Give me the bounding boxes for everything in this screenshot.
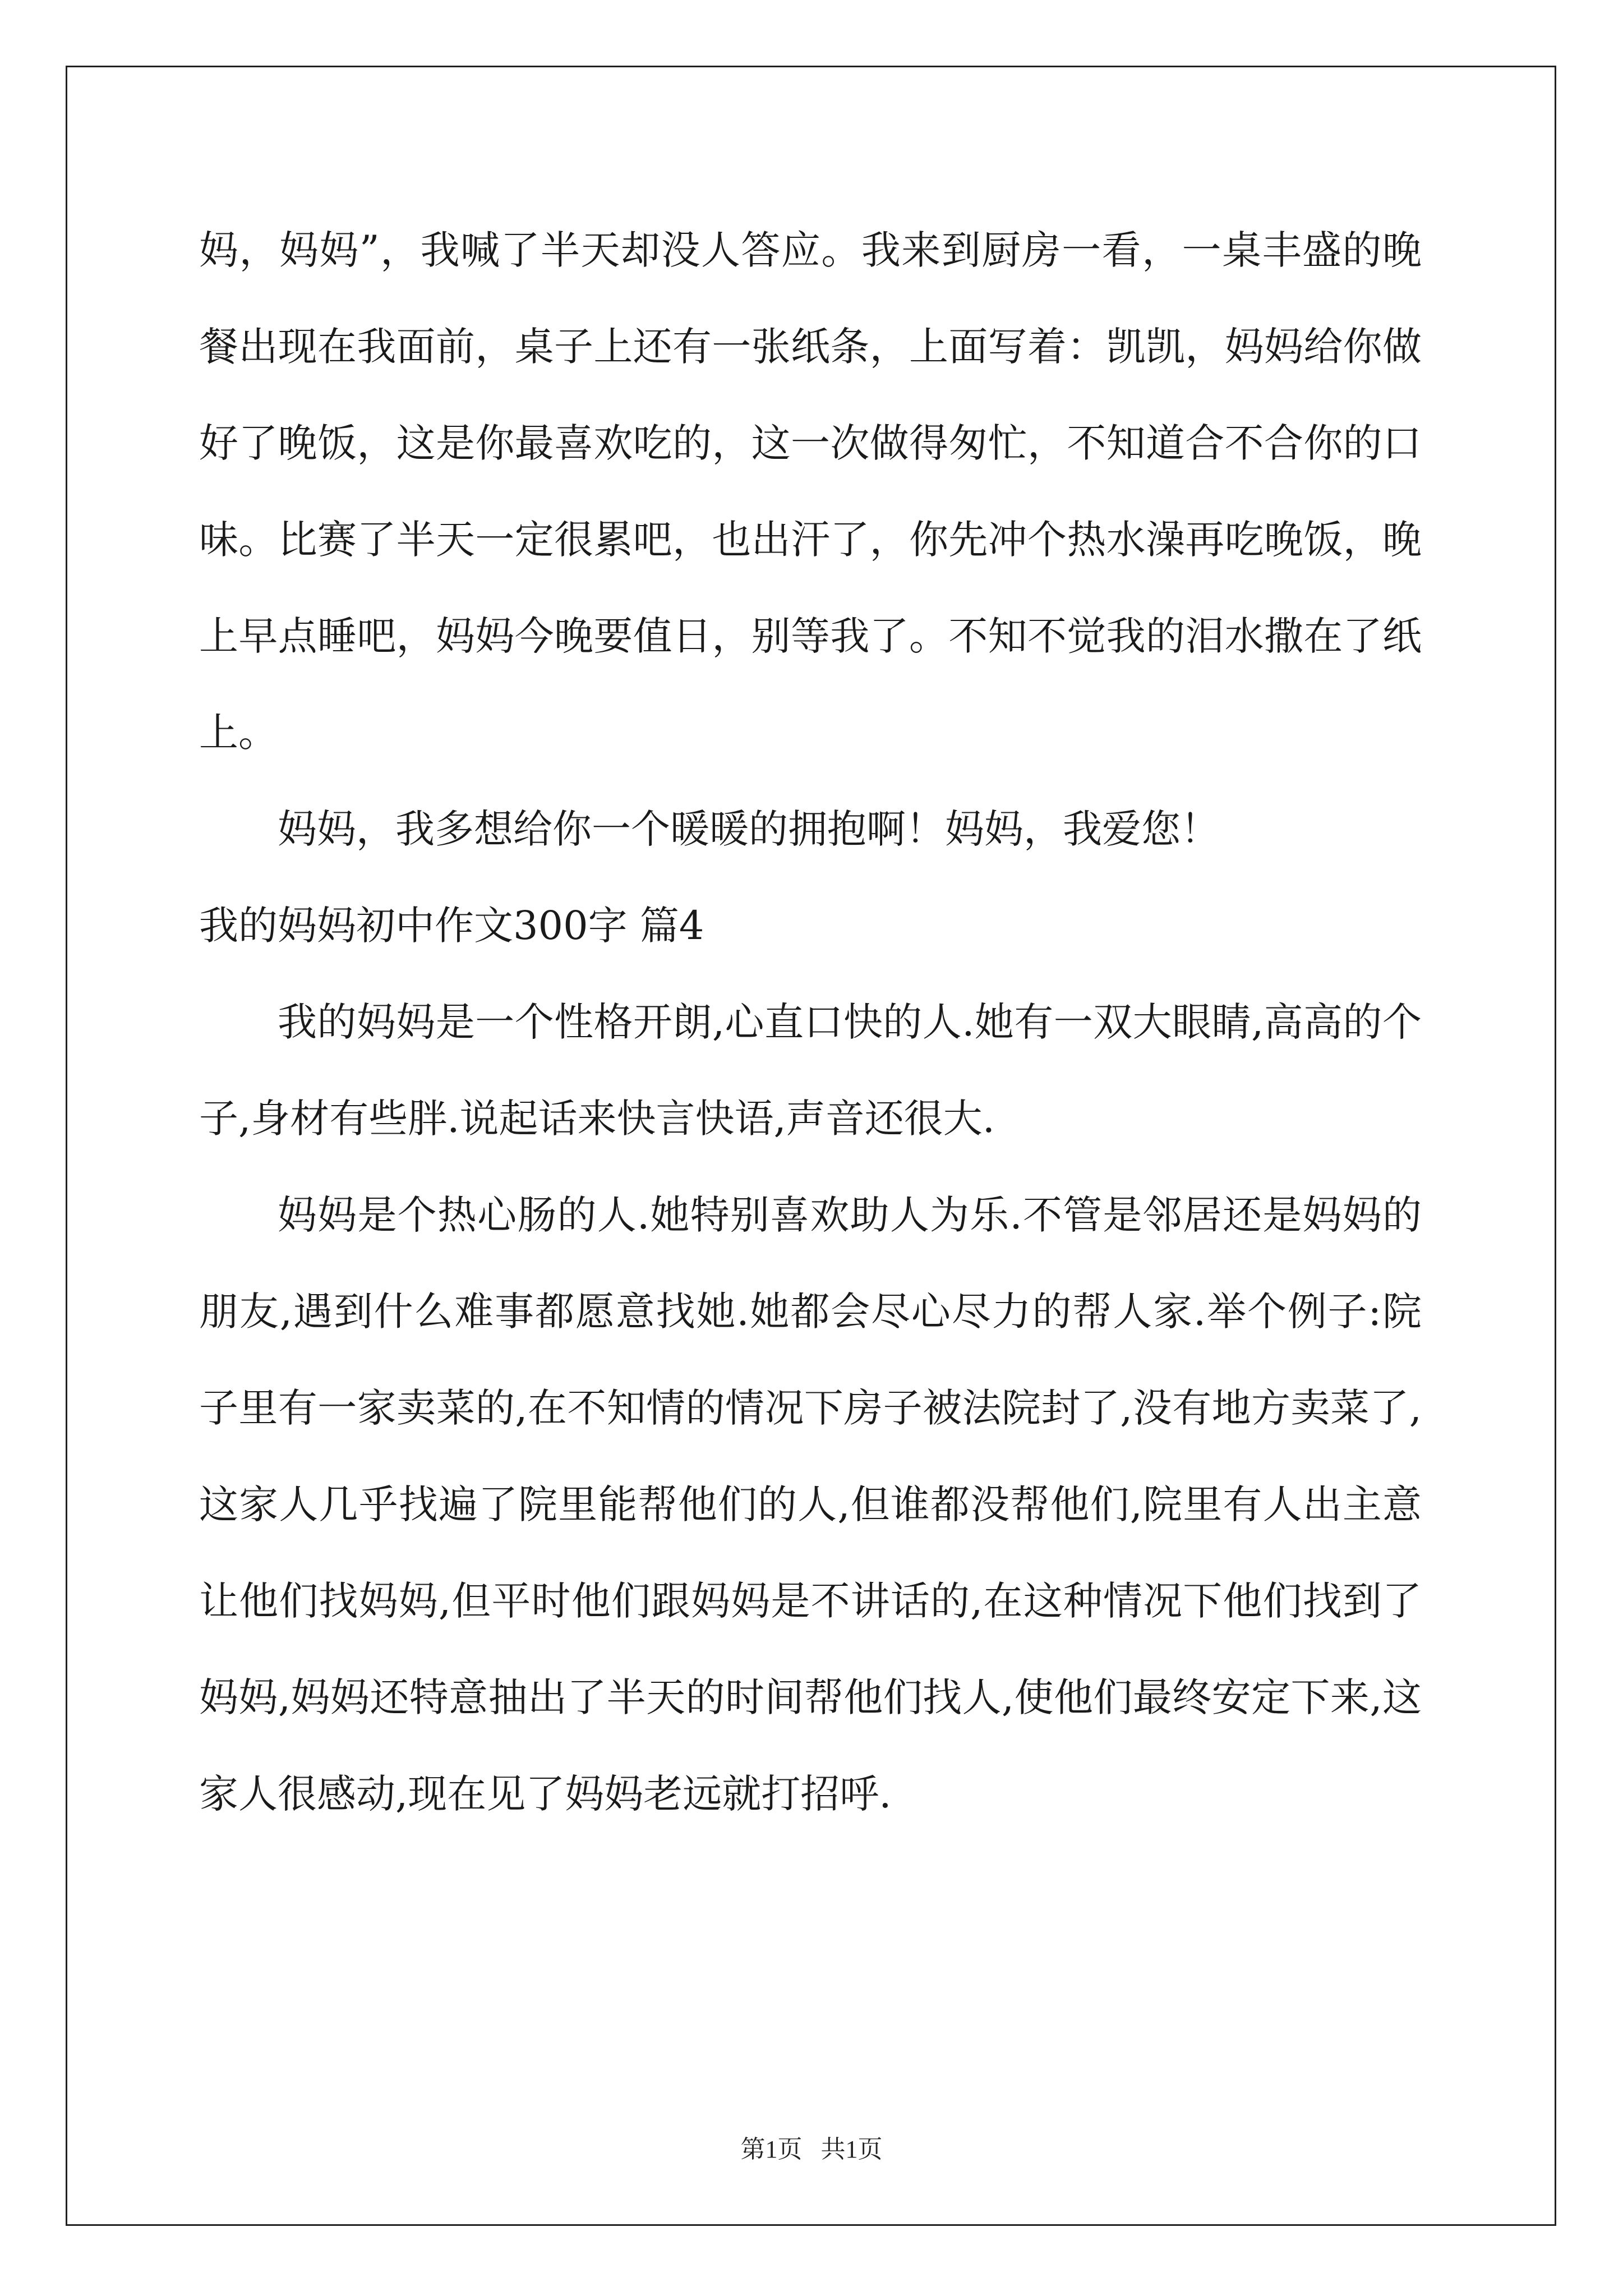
paragraph-hug: 妈妈，我多想给你一个暖暖的拥抱啊！妈妈，我爱您！	[278, 806, 1220, 852]
document-body	[199, 202, 1422, 1842]
paragraph-description: 我的妈妈是一个性格开朗,心直口快的人.她有一双大眼睛,高高的个子,身材有些胖.说起话来快言快语,声音还很大.	[199, 999, 1422, 1142]
page-footer: 第1页 共1页	[740, 2136, 883, 2163]
paragraph-story: 妈妈是个热心肠的人.她特别喜欢助人为乐.不管是邻居还是妈妈的朋友,遇到什么难事都愿意找她.她都会尽心尽力的帮人家.举个例子:院子里有一家卖菜的,在不知情的情况下房子被法院封了,没有地方卖菜了,这家人几乎找遍了院里能帮他们的人,但谁都没帮他们,院里有人出主意让他们找妈妈,但平时他们跟妈妈是不讲话的,在这种情况下他们找到了妈妈,妈妈还特意抽出了半天的时间帮他们找人,使他们最终安定下来,这家人很感动,现在见了妈妈老远就打招呼.	[199, 1192, 1422, 1817]
section-heading: 我的妈妈初中作文300字 篇4	[199, 903, 704, 949]
paragraph-continued: 妈，妈妈”，我喊了半天却没人答应。我来到厨房一看，一桌丰盛的晚餐出现在我面前，桌子上还有一张纸条，上面写着：凯凯，妈妈给你做好了晚饭，这是你最喜欢吃的，这一次做得匆忙，不知道合不合你的口味。比赛了半天一定很累吧，也出汗了，你先冲个热水澡再吃晚饭，晚上早点睡吧，妈妈今晚要值日，别等我了。不知不觉我的泪水撒在了纸上。	[199, 227, 1422, 756]
